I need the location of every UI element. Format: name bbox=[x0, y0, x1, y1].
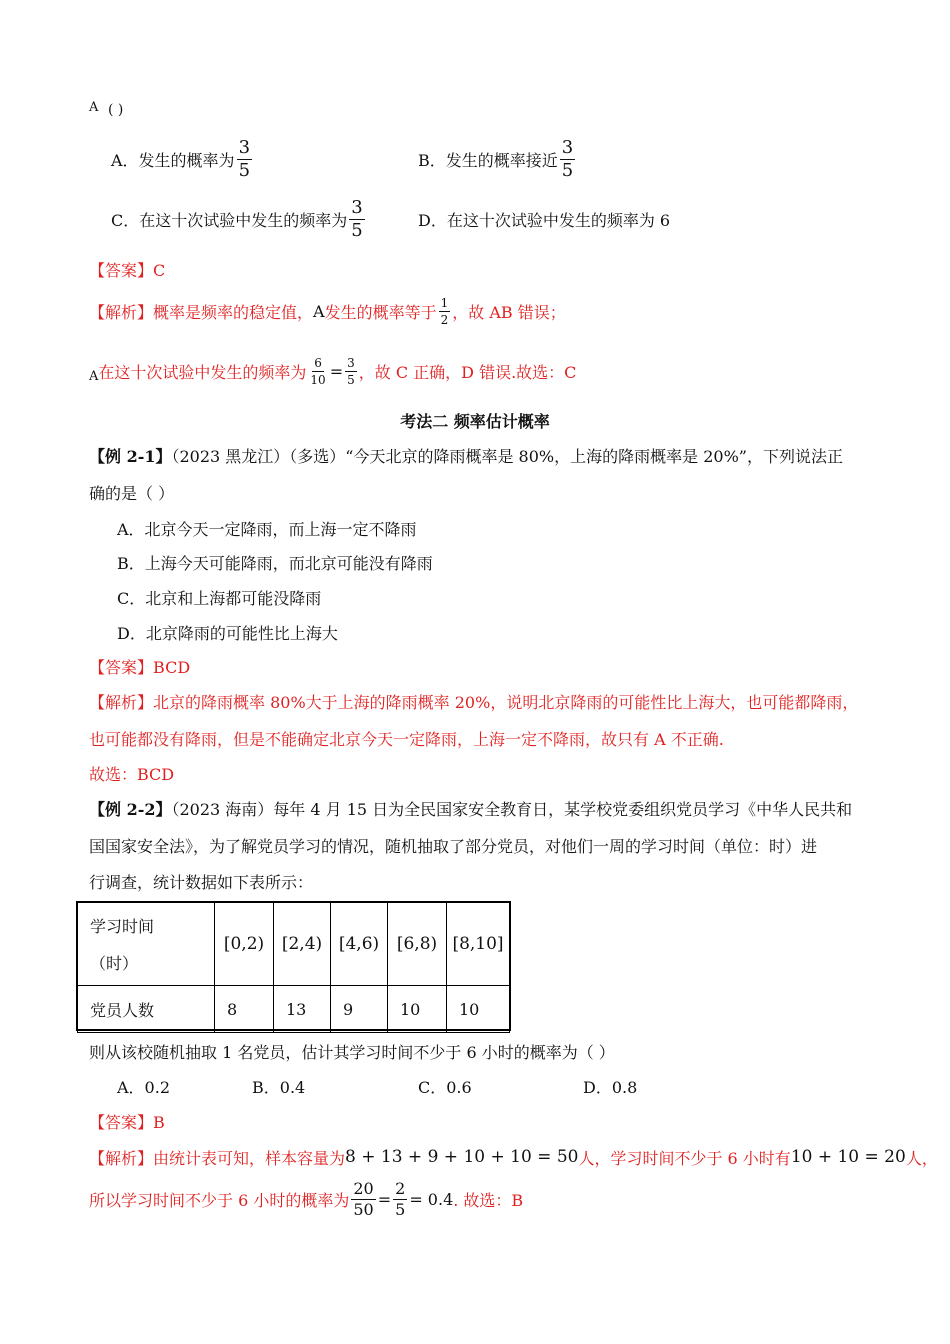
table-header-cell: 学习时间 （时） bbox=[78, 903, 215, 986]
fraction: $\frac{3}{5}$ bbox=[561, 136, 574, 181]
ex1-analysis-line2: A 在这十次试验中发生的频率为 $\frac{6}{10}$ = $\frac{3}{5}$ ，故 C 正确，D 错误.故选：C bbox=[89, 355, 577, 387]
ex22-analysis-line2: 所以学习时间不少于 6 小时的概率为 $\frac{20}{50}$ = $\frac{2}{5}$ = 0.4 . 故选：B bbox=[89, 1178, 524, 1219]
fraction: $\frac{3}{5}$ bbox=[351, 196, 363, 241]
ex22-option-b[interactable]: B．0.4 bbox=[252, 1078, 306, 1097]
table-cell: [2,4) bbox=[274, 903, 331, 986]
stem-letter: A bbox=[89, 100, 99, 115]
fraction: $\frac{3}{5}$ bbox=[347, 355, 355, 387]
ex1-option-b[interactable]: B．发生的概率接近 $\frac{3}{5}$ bbox=[418, 136, 574, 181]
ex1-answer: 【答案】C bbox=[89, 261, 166, 280]
table-cell: 10 bbox=[447, 986, 510, 1033]
stats-table bbox=[77, 902, 510, 1033]
ex22-option-c[interactable]: C．0.6 bbox=[418, 1078, 472, 1097]
fraction: $\frac{3}{5}$ bbox=[238, 136, 251, 181]
fraction: $\frac{6}{10}$ bbox=[310, 355, 326, 387]
ex1-option-d[interactable]: D．在这十次试验中发生的频率为 6 bbox=[418, 211, 671, 230]
fraction: $\frac{2}{5}$ bbox=[395, 1178, 406, 1219]
table-cell: 9 bbox=[331, 986, 388, 1033]
ex22-answer: 【答案】B bbox=[89, 1113, 165, 1132]
ex21-answer: 【答案】BCD bbox=[89, 658, 191, 677]
ex1-option-c[interactable]: C．在这十次试验中发生的频率为 $\frac{3}{5}$ bbox=[111, 196, 363, 241]
ex21-analysis-line1: 【解析】北京的降雨概率 80%大于上海的降雨概率 20%，说明北京降雨的可能性比上海大，也可能都降雨， bbox=[89, 693, 859, 712]
ex22-option-a[interactable]: A．0.2 bbox=[117, 1078, 171, 1097]
fraction: $\frac{1}{2}$ bbox=[440, 295, 449, 327]
table-cell: [4,6) bbox=[331, 903, 388, 986]
table-header-cell: 党员人数 bbox=[78, 986, 215, 1033]
ex21-option-c[interactable]: C．北京和上海都可能没降雨 bbox=[117, 589, 322, 608]
ex21-stem-line1: 【例 2-1】（2023 黑龙江）（多选）“今天北京的降雨概率是 80%，上海的降雨概率是 20%”，下列说法正 bbox=[89, 447, 843, 466]
ex21-analysis-line3: 故选：BCD bbox=[89, 765, 175, 784]
ex22-question: 则从该校随机抽取 1 名党员，估计其学习时间不少于 6 小时的概率为（ ） bbox=[89, 1043, 615, 1062]
ex1-option-a[interactable]: A．发生的概率为 $\frac{3}{5}$ bbox=[111, 136, 251, 181]
fraction: $\frac{20}{50}$ bbox=[353, 1178, 374, 1219]
section-title: 考法二 频率估计概率 bbox=[400, 412, 550, 431]
table-cell: [0,2) bbox=[215, 903, 274, 986]
table-cell: [8,10] bbox=[447, 903, 510, 986]
ex21-stem-line2: 确的是（ ） bbox=[89, 484, 175, 503]
stem-answer-blank: ( ) bbox=[108, 102, 124, 118]
ex22-stem-line2: 国国家安全法》，为了解党员学习的情况，随机抽取了部分党员，对他们一周的学习时间（单位：时）进 bbox=[89, 837, 818, 856]
ex21-option-a[interactable]: A．北京今天一定降雨，而上海一定不降雨 bbox=[117, 520, 417, 539]
table-cell: 10 bbox=[388, 986, 447, 1033]
table-cell: 13 bbox=[274, 986, 331, 1033]
ex22-option-d[interactable]: D．0.8 bbox=[583, 1078, 638, 1097]
table-row bbox=[78, 986, 510, 1033]
ex22-analysis-line1: 【解析】 由统计表可知，样本容量为 8 + 13 + 9 + 10 + 10 = 50 人，学习时间不少于 6 小时有 10 + 10 = 20 人， bbox=[89, 1147, 938, 1168]
ex21-option-b[interactable]: B．上海今天可能降雨，而北京可能没有降雨 bbox=[117, 554, 433, 573]
table-cell: 8 bbox=[215, 986, 274, 1033]
table-row bbox=[78, 903, 510, 986]
ex22-stem-line1: 【例 2-2】（2023 海南）每年 4 月 15 日为全民国家安全教育日，某学校党委组织党员学习《中华人民共和 bbox=[89, 800, 853, 819]
ex21-option-d[interactable]: D．北京降雨的可能性比上海大 bbox=[117, 624, 338, 643]
ex1-analysis-line1: 【解析】 概率是频率的稳定值， A 发生的概率等于 $\frac{1}{2}$ ，故 AB 错误； bbox=[89, 295, 566, 327]
ex21-analysis-line2: 也可能都没有降雨，但是不能确定北京今天一定降雨，上海一定不降雨，故只有 A 不正确. bbox=[89, 730, 724, 749]
ex22-stem-line3: 行调查，统计数据如下表所示： bbox=[89, 873, 314, 892]
table-cell: [6,8) bbox=[388, 903, 447, 986]
